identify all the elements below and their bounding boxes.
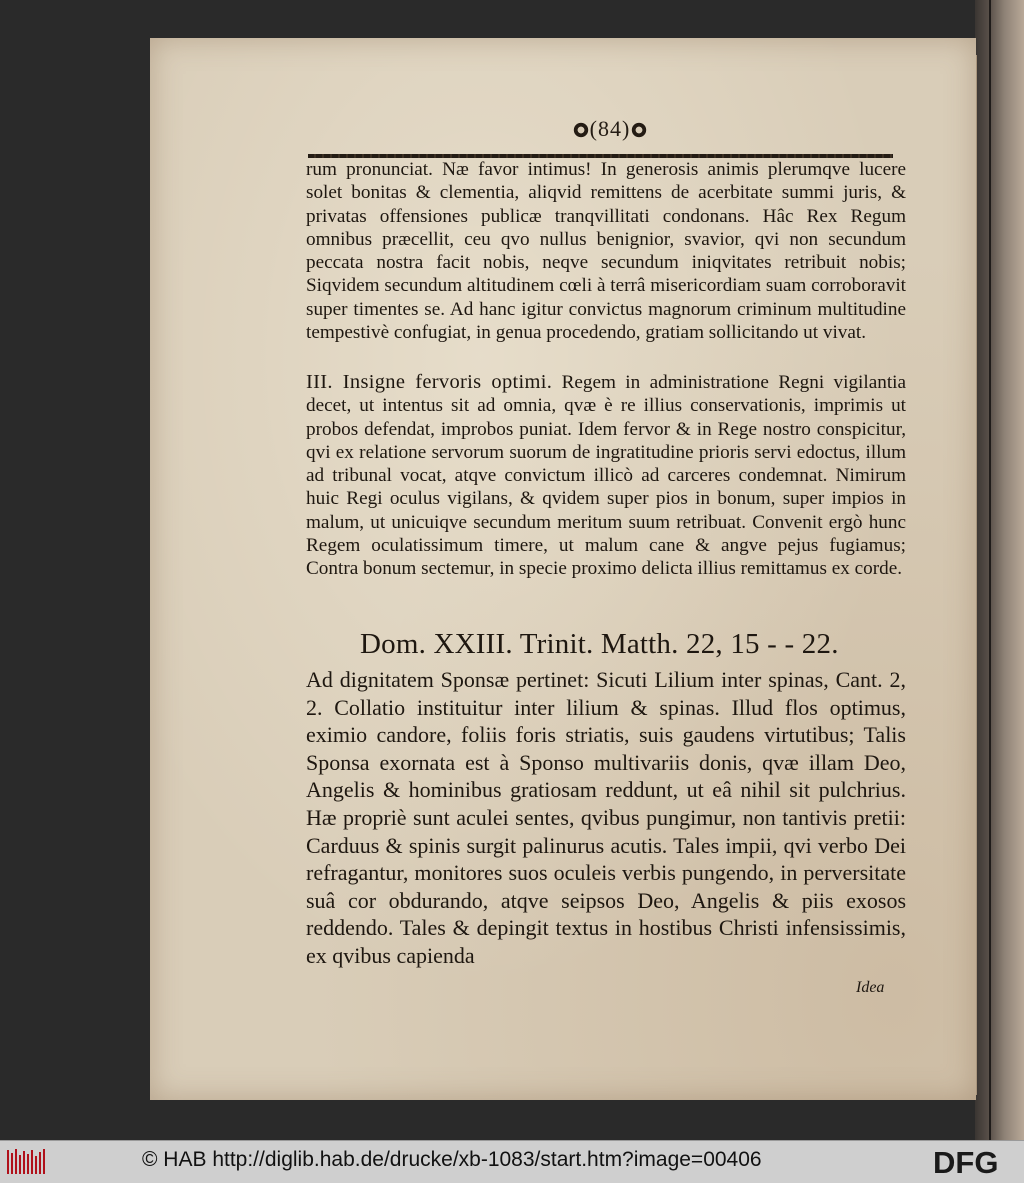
paragraph-3-text: Ad dignitatem Sponsæ pertinet: Sicuti Lilium inter spinas, Cant. 2, 2. Collatio instituitur inter lilium & spinas. Illud flos optimus, eximio candore, foliis foris striatis, suis gaudens virtutibus; Talis Sponsa exornata est à Sponso multivariis donis, qvæ illam Deo, Angelis & hominibus gratiosam reddunt, ut eâ nihil sit pulchrius. Hæ propriè sunt aculei sentes, qvibus pungimur, non tantivis pretii: Carduus & spinis surgit palinurus acutis. Tales impii, qvi verbo Dei refragantur, monitores suos oculeis verbis pungendo, in perversitate suâ cor obdurando, atqve seipsos Deo, Angelis & piis exosos reddendo. Tales & depingit textus in hostibus Christi infensissimis, ex qvibus capienda <box>306 667 906 968</box>
hab-barcode-logo-icon[interactable] <box>6 1147 46 1177</box>
paragraph-1 <box>306 158 906 344</box>
paragraph-2 <box>306 371 906 581</box>
catchword: Idea <box>856 979 885 996</box>
dfg-logo-text: DFG <box>933 1147 999 1177</box>
page-number: (84) <box>589 116 631 141</box>
paragraph-3 <box>306 666 906 970</box>
page-number-header <box>550 116 670 142</box>
ornament-icon <box>572 121 590 139</box>
ornament-icon <box>630 121 648 139</box>
book-page <box>150 38 976 1100</box>
section-heading: Dom. XXIII. Trinit. Matth. 22, 15 - - 22. <box>360 628 839 660</box>
dfg-logo-icon[interactable] <box>933 1147 1019 1177</box>
paragraph-2-text: Regem in administratione Regni vigilantia decet, ut intentus sit ad omnia, qvæ è re illius conservationis, imprimis ut probos defendat, improbos puniat. Idem fervor & in Rege nostro conspicitur, qvi ex relatione servorum suorum de ingratitudine prioris servi edoctus, illum ad tribunal vocat, atqve convictum illicò ad carceres condemnat. Nimirum huic Regi oculus vigilans, & qvidem super pios in bonum, super impios in malum, ut unicuiqve secundum meritum suum retribuat. Convenit ergò hunc Regem oculatissimum timere, ut malum cane & angve pejus fugiamus; Contra bonum sectemur, in specie proximo delicta illius remittamus ex corde. <box>306 372 906 580</box>
book-spine-edge <box>975 0 1024 1140</box>
paragraph-1-text: rum pronunciat. Næ favor intimus! In generosis animis plerumqve lucere solet bonitas & clementia, aliqvid remittens de acerbitate summi juris, & privatas offensiones publicæ tranqvillitati condonans. Hâc Rex Regum omnibus præcellit, ceu qvo nullus benignior, svavior, qvi non secundum peccata nostra facit nobis, neqve secundum iniqvitates retribuit nobis; Siqvidem secundum altitudinem cœli à terrâ misericordiam suam corroboravit super timentes se. Ad hanc igitur convictus magnorum criminum multitudine tempestivè confugiat, in genua procedendo, gratiam sollicitando ut vivat. <box>306 159 906 344</box>
paragraph-2-lead: III. Insigne fervoris optimi. <box>306 371 553 393</box>
footer-citation-link[interactable]: © HAB http://diglib.hab.de/drucke/xb-1083/start.htm?image=00406 <box>142 1148 762 1171</box>
viewer-footer <box>0 1140 1024 1183</box>
